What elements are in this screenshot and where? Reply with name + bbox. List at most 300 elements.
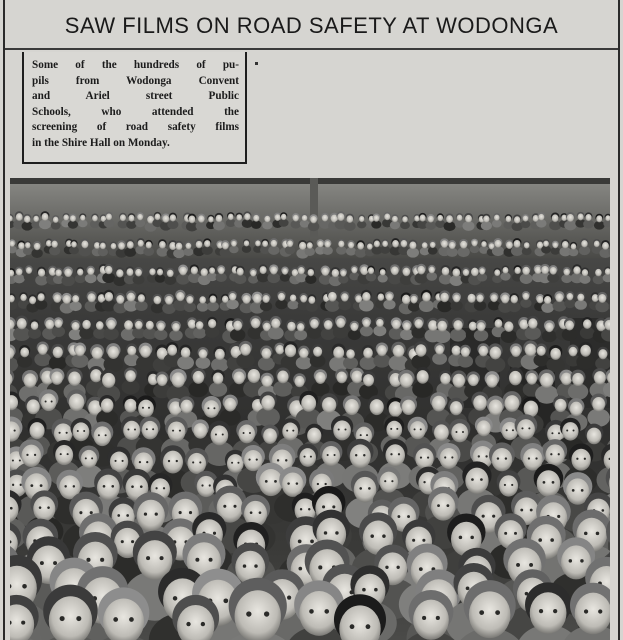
child-face (81, 241, 88, 249)
child-eye (396, 566, 399, 569)
child-eye (243, 564, 246, 567)
child-face (511, 295, 518, 303)
child-face (345, 399, 359, 415)
child-face (380, 269, 386, 276)
child-eye (479, 610, 484, 615)
child-eye (10, 507, 13, 510)
child-face (276, 345, 285, 355)
child-face (322, 397, 336, 413)
child-eye (215, 433, 217, 435)
child-face (300, 295, 307, 303)
child-face (105, 266, 112, 274)
child-eye (285, 459, 287, 461)
child-eye (237, 462, 239, 464)
child-face (452, 345, 461, 355)
child-face (452, 268, 460, 277)
child-eye (553, 609, 557, 613)
child-face (469, 591, 510, 638)
child-face (120, 214, 126, 221)
child-face (594, 241, 600, 248)
child-face (553, 242, 558, 248)
child-face (81, 450, 97, 469)
child-face (127, 293, 135, 302)
child-face (138, 400, 154, 418)
child-face (16, 213, 23, 221)
child-eye (199, 461, 201, 463)
child-face (218, 267, 225, 274)
child-eye (201, 622, 205, 626)
child-face (592, 397, 605, 412)
child-face (523, 215, 529, 221)
child-face (92, 347, 103, 360)
child-face (282, 472, 304, 496)
child-face (20, 294, 27, 301)
child-face (486, 374, 498, 387)
child-face (167, 345, 177, 356)
child-eye (30, 484, 33, 487)
child-eye (538, 538, 542, 542)
child-eye (292, 430, 294, 432)
child-eye (121, 540, 124, 543)
child-eye (60, 453, 62, 455)
child-eye (76, 616, 81, 621)
child-face (138, 294, 145, 302)
child-eye (414, 428, 416, 430)
child-face (450, 401, 463, 415)
child-face (506, 241, 513, 249)
child-eye (45, 401, 47, 403)
child-face (384, 213, 390, 220)
child-face (359, 216, 364, 222)
child-face (333, 420, 351, 440)
headline: SAW FILMS ON ROAD SAFETY AT WODONGA (64, 13, 559, 38)
child-eye (324, 609, 329, 614)
child-eye (363, 454, 365, 456)
child-face (363, 348, 373, 359)
child-eye (47, 506, 50, 509)
child-face (210, 296, 217, 304)
child-face (528, 318, 537, 329)
child-face (191, 266, 198, 274)
child-eye (505, 457, 507, 459)
child-face (368, 267, 374, 274)
child-face (410, 296, 417, 304)
child-face (18, 242, 25, 249)
child-face (322, 446, 340, 466)
child-eye (552, 481, 555, 484)
child-face (354, 477, 377, 503)
child-eye (126, 514, 129, 517)
child-face (596, 215, 602, 222)
child-face (107, 320, 116, 330)
child-eye (324, 483, 326, 485)
child-eye (390, 428, 392, 430)
child-face (204, 400, 220, 418)
child-face (263, 295, 270, 303)
child-face (490, 346, 502, 359)
child-face (495, 319, 503, 328)
child-face (602, 242, 609, 250)
child-face (253, 294, 262, 304)
child-face (565, 320, 574, 330)
child-eye (233, 505, 236, 508)
child-eye (64, 485, 66, 487)
child-eye (207, 407, 209, 409)
child-face (517, 419, 535, 439)
child-face (64, 268, 72, 277)
child-face (457, 215, 463, 221)
child-face (75, 345, 85, 356)
child-face (201, 268, 208, 276)
child-face (287, 240, 293, 247)
child-face (341, 293, 348, 301)
child-face (391, 266, 399, 275)
child-eye (530, 509, 533, 512)
child-eye (83, 430, 85, 432)
child-face (240, 344, 251, 356)
child-face (287, 322, 295, 332)
child-face (135, 269, 142, 277)
child-face (224, 398, 236, 412)
child-face (400, 373, 413, 388)
child-face (125, 370, 136, 382)
child-face (308, 269, 315, 276)
child-face (124, 399, 136, 413)
child-eye (40, 484, 43, 487)
child-eye (195, 558, 199, 562)
child-face (176, 292, 184, 301)
child-eye (444, 456, 446, 458)
child-face (253, 215, 259, 222)
child-face (545, 444, 564, 466)
child-face (393, 345, 404, 358)
caption-line: and Ariel street Public (32, 90, 239, 102)
child-face (351, 371, 362, 384)
child-face (310, 319, 319, 329)
child-face (176, 243, 183, 251)
child-face (270, 266, 277, 274)
child-face (322, 268, 330, 276)
child-face (137, 500, 165, 532)
child-face (34, 243, 41, 250)
child-face (442, 267, 450, 276)
child-face (222, 242, 229, 250)
child-face (170, 214, 176, 221)
child-eye (40, 561, 44, 565)
child-face (236, 214, 242, 221)
child-face (494, 215, 500, 221)
child-eye (420, 457, 422, 459)
child-face (360, 266, 368, 275)
child-face (367, 243, 373, 249)
child-face (392, 320, 401, 330)
child-eye (516, 563, 520, 567)
child-eye (192, 461, 194, 463)
child-eye (398, 453, 400, 455)
child-face (146, 242, 152, 249)
child-eye (250, 511, 253, 514)
child-face (580, 345, 591, 357)
child-eye (422, 616, 426, 620)
child-face (97, 475, 120, 501)
child-face (415, 344, 426, 356)
child-face (215, 349, 225, 360)
child-face (494, 240, 501, 248)
child-face (307, 242, 313, 249)
child-eye (12, 484, 14, 486)
child-face (116, 269, 123, 277)
child-face (346, 349, 355, 359)
child-face (285, 344, 296, 357)
child-face (504, 321, 513, 332)
child-eye (332, 505, 335, 508)
child-face (492, 448, 513, 471)
child-face (537, 346, 546, 356)
caption-line: pils from Wodonga Convent (32, 74, 239, 87)
child-eye (528, 457, 530, 459)
child-eye (446, 504, 449, 507)
child-face (514, 240, 521, 248)
child-face (595, 269, 602, 277)
left-border (3, 0, 5, 640)
child-face (29, 296, 36, 304)
child-eye (385, 566, 388, 569)
child-face (541, 266, 549, 275)
child-face (514, 267, 520, 274)
child-eye (423, 481, 425, 483)
child-face (262, 376, 273, 388)
child-face (281, 214, 287, 220)
child-face (51, 241, 57, 248)
child-eye (67, 453, 69, 455)
child-face (437, 321, 447, 332)
child-eye (274, 480, 277, 483)
child-eye (390, 453, 392, 455)
child-face (94, 242, 100, 249)
child-eye (231, 462, 233, 464)
child-face (477, 420, 491, 436)
child-face (101, 398, 114, 412)
child-face (476, 294, 483, 302)
child-face (299, 448, 316, 467)
child-face (53, 217, 59, 223)
child-eye (146, 428, 148, 430)
child-face (585, 214, 591, 221)
child-eye (66, 432, 68, 434)
child-face (477, 322, 485, 331)
child-face (263, 428, 277, 444)
child-face (38, 269, 45, 277)
child-face (301, 395, 316, 412)
child-face (55, 445, 73, 465)
child-face (350, 444, 371, 468)
child-eye (148, 407, 150, 409)
child-face (428, 216, 434, 223)
child-eye (155, 513, 158, 516)
child-eye (39, 506, 42, 509)
child-face (92, 215, 98, 221)
child-face (55, 319, 63, 328)
child-eye (256, 459, 258, 461)
child-eye (506, 429, 508, 431)
child-face (110, 452, 128, 473)
crowd-photo (10, 178, 610, 640)
child-face (468, 294, 476, 303)
child-face (146, 321, 154, 330)
child-eye (504, 532, 507, 535)
child-face (198, 215, 205, 222)
child-face (524, 242, 530, 248)
child-face (351, 323, 359, 332)
child-body (10, 357, 18, 372)
child-face (550, 348, 561, 360)
child-eye (338, 428, 340, 430)
child-face (499, 475, 518, 496)
child-face (264, 216, 270, 223)
child-eye (286, 430, 288, 432)
child-face (428, 320, 438, 331)
child-face (73, 422, 90, 441)
child-eye (360, 434, 362, 436)
child-face (370, 399, 384, 415)
child-face (102, 373, 115, 388)
child-eye (382, 534, 386, 538)
child-eye (318, 565, 322, 569)
child-eye (485, 455, 487, 457)
child-eye (254, 564, 257, 567)
child-face (159, 241, 166, 249)
child-face (386, 421, 402, 439)
child-face (228, 214, 234, 221)
child-face (415, 319, 423, 329)
child-face (440, 373, 450, 385)
child-eye (412, 539, 415, 542)
child-face (439, 448, 458, 469)
child-face (552, 214, 559, 222)
child-face (337, 213, 344, 221)
child-face (363, 319, 371, 327)
child-eye (179, 511, 182, 514)
child-face (77, 269, 83, 276)
child-eye (113, 617, 118, 622)
child-face (581, 240, 588, 247)
child-face (430, 242, 436, 248)
child-eye (572, 489, 575, 492)
child-face (105, 292, 113, 302)
child-face (415, 448, 433, 469)
child-eye (310, 456, 312, 458)
child-eye (584, 458, 586, 460)
child-eye (581, 489, 584, 492)
child-face (446, 215, 453, 223)
child-eye (422, 539, 425, 542)
child-eye (209, 484, 211, 486)
child-eye (249, 432, 251, 434)
child-face (187, 453, 206, 474)
child-eye (451, 456, 453, 458)
child-eye (362, 588, 366, 592)
child-eye (344, 428, 346, 430)
child-face (598, 349, 607, 359)
child-eye (142, 407, 144, 409)
child-eye (471, 478, 474, 481)
child-face (505, 395, 520, 412)
child-face (322, 215, 328, 222)
child-face (69, 394, 85, 412)
child-eye (243, 432, 245, 434)
child-eye (470, 536, 474, 540)
child-eye (368, 487, 371, 490)
child-eye (539, 609, 543, 613)
child-face (570, 402, 583, 417)
child-face (386, 293, 393, 301)
child-face (562, 241, 569, 249)
child-face (377, 345, 387, 356)
child-face (157, 323, 165, 332)
child-face (295, 376, 305, 387)
child-face (299, 242, 306, 250)
child-eye (602, 509, 605, 512)
child-eye (535, 457, 537, 459)
child-face (180, 400, 192, 414)
child-eye (122, 460, 124, 462)
child-face (71, 241, 77, 247)
child-eye (155, 487, 157, 489)
child-eye (287, 596, 291, 600)
child-eye (277, 459, 279, 461)
child-eye (85, 457, 87, 459)
child-face (199, 349, 208, 359)
child-face (348, 242, 354, 249)
child-face (157, 374, 167, 386)
child-face (362, 292, 370, 302)
child-face (231, 241, 236, 247)
child-eye (176, 460, 178, 462)
child-face (333, 346, 344, 358)
child-face (525, 344, 536, 357)
child-eye (114, 460, 116, 462)
child-face (313, 347, 322, 357)
child-face (127, 241, 134, 249)
child-eye (480, 478, 483, 481)
child-face (392, 216, 398, 223)
child-face (432, 396, 446, 412)
child-eye (209, 558, 213, 562)
child-eye (14, 430, 16, 432)
child-face (261, 395, 275, 410)
child-eye (309, 609, 314, 614)
child-eye (129, 617, 134, 622)
child-eye (264, 611, 269, 616)
child-face (188, 215, 195, 223)
child-eye (140, 485, 143, 488)
child-face (567, 214, 574, 222)
child-eye (504, 484, 506, 486)
child-face (537, 296, 544, 304)
child-eye (427, 457, 429, 459)
child-face (100, 243, 106, 250)
child-face (479, 346, 489, 357)
child-eye (51, 401, 53, 403)
child-face (20, 347, 29, 357)
child-face (63, 295, 71, 304)
child-eye (172, 430, 174, 432)
child-face (172, 323, 180, 332)
child-eye (550, 538, 554, 542)
child-face (583, 319, 592, 329)
child-face (317, 241, 323, 248)
child-eye (298, 567, 302, 571)
